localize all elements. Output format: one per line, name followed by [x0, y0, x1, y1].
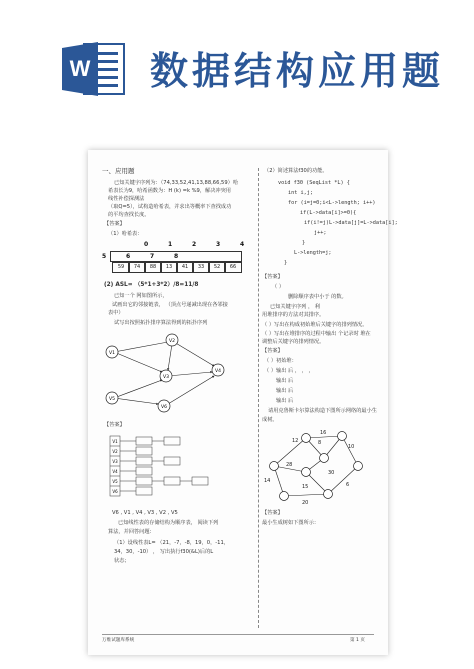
hash-cell: 52 [208, 262, 226, 273]
edge-weight: 20 [302, 500, 309, 506]
hash-index: 7 [150, 253, 155, 260]
weighted-graph [262, 426, 372, 506]
hash-index: 8 [174, 253, 179, 260]
question1-line: （取Q=5），试构造哈希表，并求出等概率下查找成功 [108, 204, 232, 210]
banner-title: 数据结构应用题 [150, 49, 445, 93]
hash-cell: 74 [128, 262, 146, 273]
column-divider [258, 168, 259, 628]
question2-line: 已知一个 网如图所示， [114, 293, 168, 299]
answer-line: 已知关键字序列 ， 利 [270, 304, 320, 310]
answer-line: 输出 后 [276, 398, 294, 404]
question2-line: 试画出它的邻接链表， （顶点号递减出现在各邻接 [112, 302, 228, 308]
code-line: j++; [314, 230, 327, 236]
banner [0, 0, 474, 120]
answer-label: 【答案】 [262, 510, 283, 516]
adj-row-label: V6 [112, 489, 118, 494]
logo-letter: W [69, 56, 91, 81]
answer-label: 【答案】 [104, 221, 125, 227]
edge-weight: 16 [320, 430, 327, 436]
document-page [88, 150, 398, 655]
hash-cell: 13 [160, 262, 178, 273]
edge-weight: 6 [346, 482, 350, 488]
code-line: void f30 (SeqList *L) { [278, 180, 350, 186]
hash-index: 3 [216, 241, 221, 248]
hash-index: 2 [192, 241, 197, 248]
hash-index: 4 [240, 241, 245, 248]
answer-line: 成树。 [262, 417, 278, 423]
code-line: if(i!=j)L->data[j]=L->data[i]; [304, 220, 398, 226]
hash-table-frame [110, 251, 242, 262]
edge-weight: 15 [302, 484, 309, 490]
answer-line: （ ）初始堆： [264, 358, 297, 364]
graph-node-label: V6 [161, 405, 167, 410]
answer-line: 输出 后 [276, 378, 294, 384]
answer-line: 用堆排序的方法对其排序。 [262, 312, 325, 318]
answer-line: （ ）写出在构成初始堆后关键字的排列情况。 [262, 322, 368, 328]
adj-row-label: V3 [112, 459, 118, 464]
code-line: if(L->data[i]>=0){ [300, 210, 357, 216]
question1-line: 线性补偿探测法 [108, 196, 145, 202]
question1-line: 的平均查找长度。 [108, 212, 150, 218]
adj-row-label: V2 [112, 449, 118, 454]
adj-row-label: V4 [112, 469, 118, 474]
section-title: 一、应用题 [102, 167, 135, 175]
hash-index: 6 [126, 253, 131, 260]
answer-line: 删除顺序表中小于 的数。 [288, 294, 347, 300]
hash-cell: 59 [112, 262, 130, 273]
answer-label: 【答案】 [262, 274, 283, 280]
edge-weight: 12 [292, 438, 299, 444]
question2-line: 表中） [108, 310, 124, 316]
code-line: L->length=j; [294, 250, 332, 256]
hash-cell: 88 [144, 262, 162, 273]
code-line: } [302, 240, 306, 246]
question2-line: 试写出按照拓扑排序算法得到的拓扑序列 [114, 320, 208, 326]
edge-weight: 30 [328, 470, 335, 476]
code-line: } [284, 260, 288, 266]
question3-line: 34，30，-10） ， 写出执行f30(&L)后的L [114, 549, 214, 555]
footer-page-number: 第 1 页 [350, 638, 366, 643]
hash-cell: 41 [176, 262, 194, 273]
hash-cell: 33 [192, 262, 210, 273]
graph-node-label: V4 [215, 369, 221, 374]
graph-node-label: V2 [169, 339, 175, 344]
aov-graph [104, 330, 244, 420]
answer-line: （ ） [272, 284, 285, 290]
answer-line: 调整后关键字的排列情况。 [262, 339, 325, 345]
question3-line: 算法，并回答问题： [108, 529, 155, 535]
hash-index: 0 [144, 241, 149, 248]
question3-line: 状态； [114, 558, 130, 564]
code-line: for (i=j=0;i<L->length; i++) [288, 200, 376, 206]
question3-line: 已知线性表的存储结构为顺序表， 阅读下列 [118, 520, 219, 526]
code-line: int i,j; [288, 190, 313, 196]
hash-table-label: （1）哈希表： [108, 231, 143, 237]
asl-formula: (2) ASL= （5*1+3*2）/8=11/8 [104, 282, 199, 288]
edge-weight: 14 [264, 478, 271, 484]
topological-order: V6 , V1 , V4 , V3 , V2 , V5 [112, 510, 178, 516]
hash-index: 5 [102, 253, 107, 260]
graph-node-label: V1 [109, 351, 115, 356]
answer-label: 【答案】 [104, 422, 125, 428]
adj-row-label: V1 [112, 439, 118, 444]
adj-row-label: V5 [112, 479, 118, 484]
edge-weight: 10 [348, 444, 355, 450]
answer-line: （ ）输出 后 ， ， ， [264, 368, 314, 374]
question1-line: 希表长为9，哈希函数为：H (k) =k %9，解决冲突用 [108, 188, 231, 194]
edge-weight: 28 [286, 462, 293, 468]
graph-node-label: V5 [109, 397, 115, 402]
question-text: （2）简述算法f30的功能。 [264, 168, 328, 174]
adjacency-list [102, 434, 242, 502]
graph-node-label: V3 [163, 375, 169, 380]
question1-line: 已知关键字序列为：（74,33,52,41,13,88,66,59）哈 [114, 180, 239, 186]
answer-line: 最小生成树如下图所示： [262, 520, 320, 526]
footer-left: 万维试题库系统 [102, 638, 135, 643]
hash-cell: 66 [224, 262, 242, 273]
question3-line: （1）设线性表L= （21，-7，-8，19，0，-11， [114, 540, 229, 546]
answer-line: （ ）写出在堆排序的过程中输出 个记录时 堆在 [262, 331, 371, 337]
hash-index: 1 [168, 241, 173, 248]
answer-line: 输出 后 [276, 388, 294, 394]
answer-line: 请用克鲁斯卡尔算法构造下图所示网络的最小生 [268, 408, 377, 414]
word-logo-icon [62, 40, 126, 98]
answer-line: 【答案】 [262, 348, 283, 354]
footer-rule [102, 634, 374, 635]
edge-weight: 8 [318, 440, 322, 446]
